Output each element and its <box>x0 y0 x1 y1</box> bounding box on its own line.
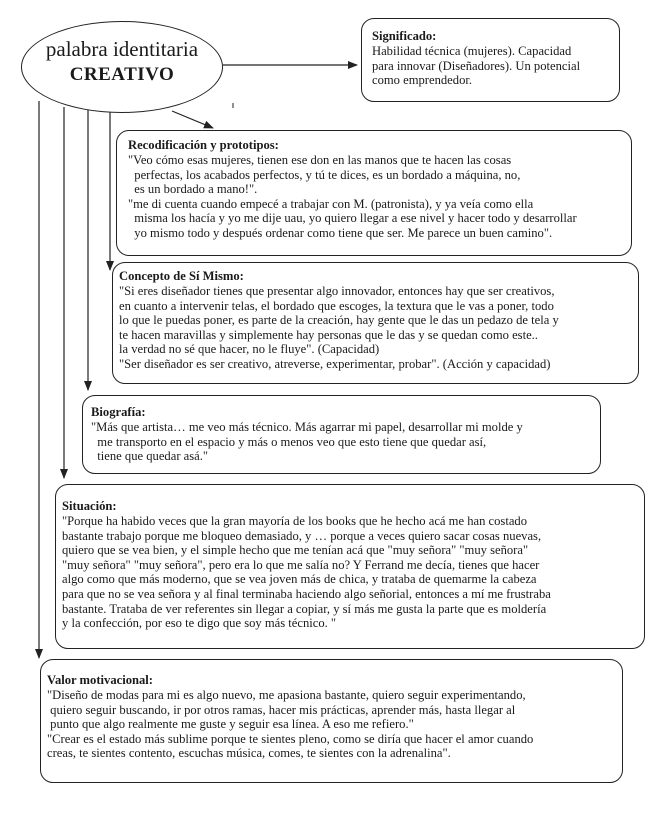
box-line: te hacen maravillas y simplemente hay personas que le das y se quedan como este.. <box>119 327 538 342</box>
box-title: Concepto de Sí Mismo: <box>119 269 244 283</box>
box-recodificacion <box>116 130 632 256</box>
box-title: Biografía: <box>91 405 146 419</box>
box-biografia <box>82 395 601 474</box>
box-line: "Porque ha habido veces que la gran mayoría de los books que he hecho acá me han costado <box>62 514 528 528</box>
box-line: "Si eres diseñador tienes que presentar algo innovador, entonces hay que ser creativos, <box>119 284 555 298</box>
central-keyword: CREATIVO <box>69 64 175 85</box>
box-title: Situación: <box>62 499 117 513</box>
box-line: "Veo cómo esas mujeres, tienen ese don en las manos que te hacen las cosas <box>128 153 512 167</box>
box-line: me transporto en el espacio y más o menos veo que esto tiene que quedar así, <box>91 434 487 449</box>
box-line: y la confección, por eso te digo que soy más técnico. " <box>62 616 337 631</box>
box-line: lo que le puedas poner, es parte de la creación, hay gente que le das un pedazo de tela y <box>119 313 559 328</box>
box-line: bastante. Trataba de ver referentes sin llegar a copiar, y sí más me gusta la parte que es moldería <box>62 601 547 616</box>
box-line: bastante trabajo porque me bloqueo demasiado, y … porque a veces quiero sacar cosas nuevas, <box>62 528 542 543</box>
central-label: palabra identitaria <box>45 37 199 61</box>
box-title: Significado: <box>372 29 437 43</box>
box-line: es un bordado a mano!". <box>128 182 258 197</box>
box-line: perfectas, los acabados perfectos, y tú te dices, es un bordado a máquina, no, <box>128 167 521 182</box>
box-title: Valor motivacional: <box>47 673 153 687</box>
box-line: tiene que quedar asá." <box>91 449 209 464</box>
box-line: "Crear es el estado más sublime porque te sientes pleno, como se diría que hacer el amor cuando <box>47 731 534 746</box>
box-line: creas, te sientes contento, escuchas música, comes, te sientes con la adrenalina". <box>47 746 451 761</box>
box-line: Habilidad técnica (mujeres). Capacidad <box>372 44 572 58</box>
box-title: Recodificación y prototipos: <box>128 138 279 152</box>
central-concept-oval <box>21 21 223 113</box>
arrow-to-recodificacion <box>172 111 213 128</box>
box-line: la verdad no sé que hacer, no le fluye". (Capacidad) <box>119 342 380 357</box>
box-line: "Ser diseñador es ser creativo, atreverse, experimentar, probar". (Acción y capacidad) <box>119 356 551 371</box>
box-line: "Diseño de modas para mi es algo nuevo, me apasiona bastante, quiero seguir experimentando, <box>47 688 526 702</box>
box-concepto-de-si-mismo <box>112 262 639 384</box>
box-line: en cuanto a intervenir telas, el bordado que escoges, la textura que le vas a poner, todo <box>119 298 554 313</box>
box-line: quiero seguir buscando, ir por otros ramas, hacer mis prácticas, aprender más, hasta llegar al <box>47 702 516 717</box>
box-line: "muy señora" "muy señora", pero era lo que me salía no? Y Ferrand me decía, tienes que hacer <box>62 557 540 572</box>
box-line: "Más que artista… me veo más técnico. Más agarrar mi papel, desarrollar mi molde y <box>91 420 523 434</box>
box-line: misma los hacía y yo me dije uau, yo quiero llegar a ese nivel y hacer todo y desarrollar <box>128 211 577 226</box>
box-situacion <box>55 484 645 649</box>
box-line: yo mismo todo y después ordenar como tiene que ser. Me parece un buen camino". <box>128 225 553 240</box>
box-line: como emprendedor. <box>372 73 473 88</box>
box-line: para que no se vea señora y al final terminaba haciendo algo señorial, entonces a mí me frustraba <box>62 586 551 601</box>
box-significado <box>361 18 620 102</box>
box-line: "me di cuenta cuando empecé a trabajar con M. (patronista), y ya veía como ella <box>128 196 534 211</box>
box-valor-motivacional <box>40 659 623 783</box>
box-line: punto que algo realmente me guste y seguir esa línea. A eso me refiero." <box>47 717 414 732</box>
box-line: quiero que se vea bien, y el simple hecho que me tenían acá que "muy señora" "muy señora" <box>62 543 529 558</box>
box-line: para innovar (Diseñadores). Un potencial <box>372 58 581 73</box>
box-line: algo como que más moderno, que se vea joven más de chica, y trataba de quemarme la cabeza <box>62 572 537 587</box>
